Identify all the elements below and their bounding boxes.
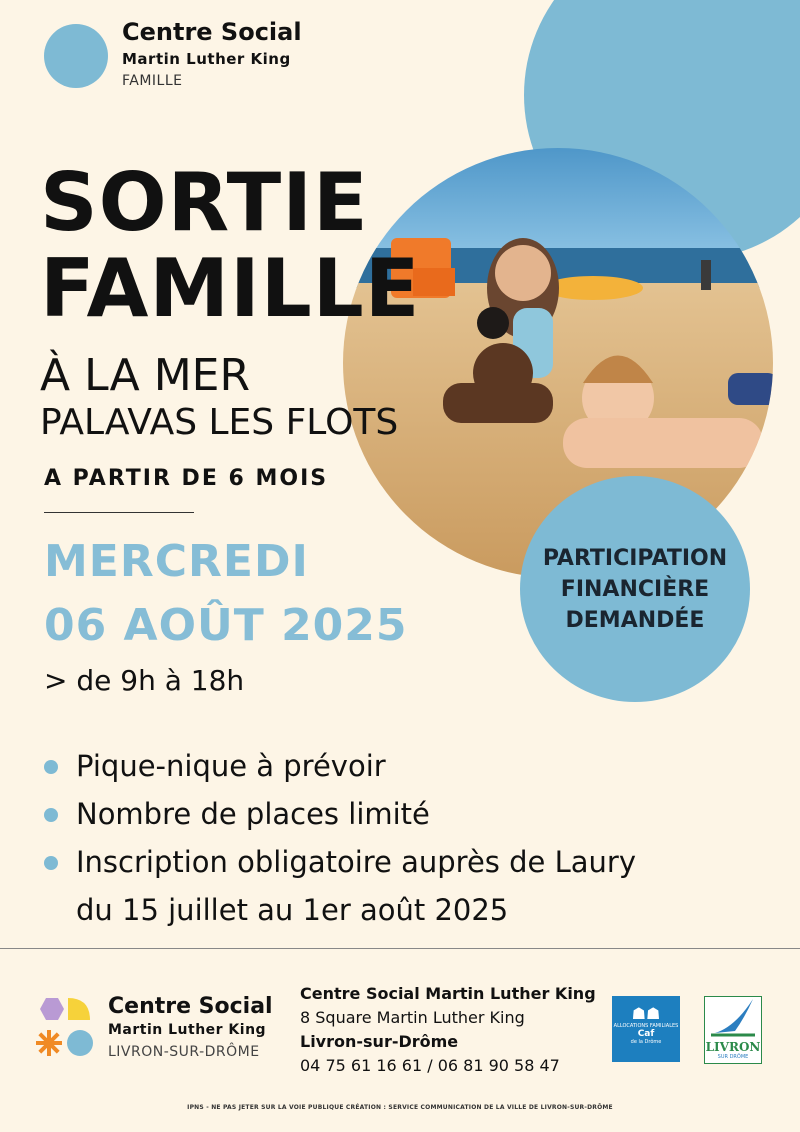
footer-org-city: LIVRON-SUR-DRÔME [108,1044,260,1060]
age-requirement: A PARTIR DE 6 MOIS [44,466,329,491]
footer-divider [0,948,800,949]
logo-dot [44,24,108,88]
badge-line-1: PARTICIPATION [542,545,728,571]
contact-block [300,982,596,1078]
org-tag: FAMILLE [122,73,183,89]
subtitle-sea: À LA MER [40,350,251,401]
list-item-continuation: du 15 juillet au 1er août 2025 [76,893,509,927]
address-city: Livron-sur-Drôme [300,1032,459,1051]
bullet-icon [44,760,58,774]
phone-numbers: 04 75 61 16 61 / 06 81 90 58 47 [300,1056,560,1075]
caf-people-icon: ☗☗ [631,1004,661,1023]
event-date: 06 AOÛT 2025 [44,600,408,651]
participation-badge [520,476,750,702]
event-day: MERCREDI [44,536,309,587]
list-item: Pique-nique à prévoir [44,742,636,790]
title-line-2: FAMILLE [40,242,421,335]
address-name: Centre Social Martin Luther King [300,984,596,1003]
centre-social-logo-icon [32,996,98,1062]
info-list [44,742,636,934]
legal-notice: IPNS - NE PAS JETER SUR LA VOIE PUBLIQUE CRÉATION : SERVICE COMMUNICATION DE LA VILLE DE LIVRON-SUR-DRÔME [187,1104,613,1111]
event-title [40,156,421,335]
livron-logo: LIVRON SUR DRÔME [704,996,762,1064]
livron-wing-icon [705,997,761,1037]
subtitle-place: PALAVAS LES FLOTS [40,402,399,443]
list-item: Nombre de places limité [44,790,636,838]
bullet-icon [44,808,58,822]
address-street: 8 Square Martin Luther King [300,1008,525,1027]
caf-logo: ☗☗ ALLOCATIONS FAMILIALES Caf de la Drôme [612,996,680,1062]
footer-org-subtitle: Martin Luther King [108,1022,267,1038]
bullet-icon [44,856,58,870]
divider [44,512,194,513]
org-subtitle: Martin Luther King [122,50,291,68]
footer-org-title: Centre Social [108,994,273,1019]
event-hours: > de 9h à 18h [44,664,245,697]
list-item: Inscription obligatoire auprès de Laury [44,838,636,886]
org-title: Centre Social [122,18,302,46]
badge-line-2: FINANCIÈRE [560,576,710,602]
badge-line-3: DEMANDÉE [565,607,705,633]
title-line-1: SORTIE [40,156,369,249]
